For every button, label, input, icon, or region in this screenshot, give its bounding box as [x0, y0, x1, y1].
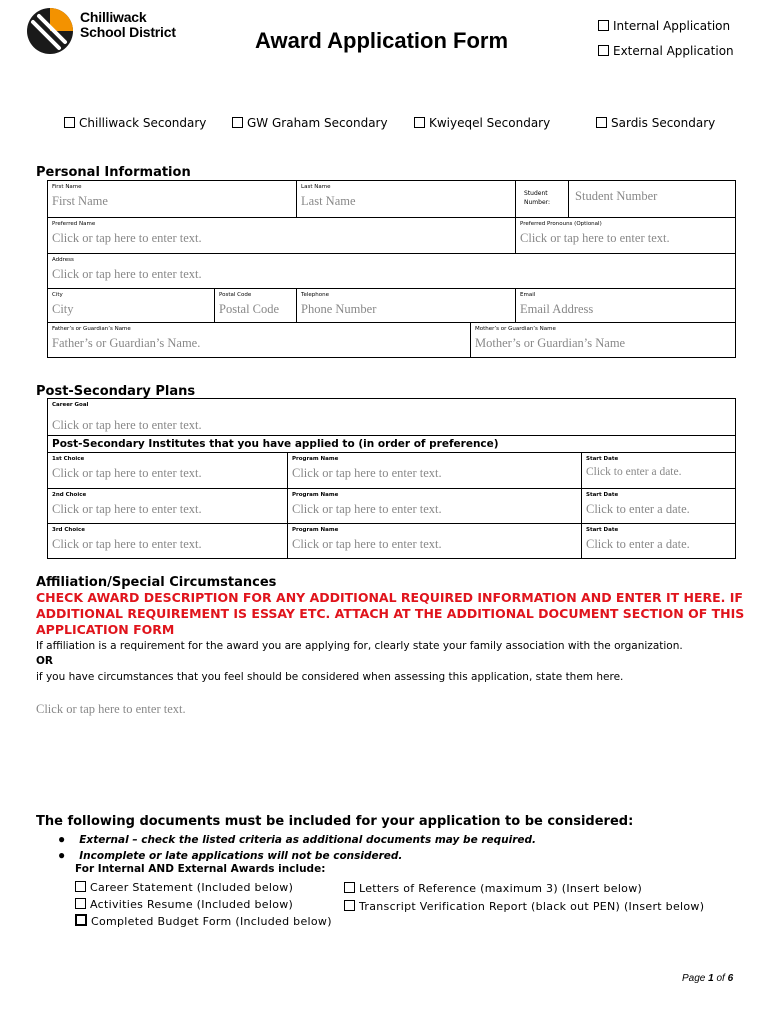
checkbox-icon [598, 45, 609, 56]
start-date-label: Start Date [586, 492, 619, 498]
school-checkbox-chilliwack[interactable] [64, 116, 206, 130]
start-date-label: Start Date [586, 527, 619, 533]
start-date-field[interactable] [582, 453, 736, 489]
affiliation-text-1: If affiliation is a requirement for the award you are applying for, clearly state your family association with the organization. [36, 640, 683, 652]
doc-checkbox-budget-form[interactable] [75, 914, 332, 928]
doc-checkbox-activities-resume[interactable] [75, 897, 293, 911]
program-input[interactable]: Click or tap here to enter text. [292, 537, 442, 551]
internal-application-checkbox[interactable] [598, 19, 730, 33]
telephone-field[interactable] [297, 289, 516, 323]
preferred-name-input[interactable]: Click or tap here to enter text. [52, 231, 202, 245]
checkbox-icon [64, 117, 75, 128]
school-checkbox-gw-graham[interactable] [232, 116, 388, 130]
mother-guardian-input[interactable]: Mother’s or Guardian’s Name [475, 336, 626, 350]
choice-label: 3rd Choice [52, 527, 85, 533]
school-label: Sardis Secondary [611, 116, 716, 130]
page-word: Page [682, 973, 706, 984]
checkbox-icon [75, 914, 87, 926]
affiliation-input[interactable]: Click or tap here to enter text. [36, 702, 186, 716]
institutes-heading: Post-Secondary Institutes that you have applied to (in order of preference) [52, 438, 499, 450]
bullet-text: External – check the listed criteria as additional documents may be required. [79, 834, 537, 846]
mother-guardian-field[interactable] [471, 323, 736, 358]
first-name-label: First Name [52, 184, 82, 190]
start-date-label: Start Date [586, 456, 619, 462]
school-label: Chilliwack Secondary [79, 116, 207, 130]
institute-field[interactable] [48, 524, 288, 559]
award-instructions-line3: APPLICATION FORM [36, 622, 175, 637]
post-secondary-table [47, 398, 736, 559]
external-application-checkbox[interactable] [598, 44, 734, 58]
checkbox-icon [75, 898, 86, 909]
last-name-input[interactable]: Last Name [301, 194, 356, 208]
school-checkbox-kwiyeqel[interactable] [414, 116, 550, 130]
city-field[interactable] [48, 289, 215, 323]
address-input[interactable]: Click or tap here to enter text. [52, 267, 202, 281]
address-label: Address [52, 257, 74, 263]
city-input[interactable]: City [52, 302, 74, 316]
of-word: of [716, 973, 725, 984]
doc-label: Activities Resume (Included below) [90, 898, 294, 911]
documents-subheading: For Internal AND External Awards include: [75, 863, 326, 875]
checkbox-icon [598, 20, 609, 31]
doc-label: Career Statement (Included below) [90, 881, 294, 894]
last-name-field[interactable] [297, 181, 516, 218]
choice-label: 2nd Choice [52, 492, 87, 498]
page-number [682, 973, 733, 984]
page-current: 1 [708, 973, 714, 984]
checkbox-icon [232, 117, 243, 128]
address-field[interactable] [48, 254, 736, 289]
student-number-input[interactable]: Student Number [575, 189, 658, 203]
doc-label: Letters of Reference (maximum 3) (Insert below) [359, 882, 643, 895]
telephone-input[interactable]: Phone Number [301, 302, 377, 316]
checkbox-icon [596, 117, 607, 128]
student-number-label: Student Number: [516, 181, 569, 217]
logo-icon [25, 6, 75, 56]
personal-info-table [47, 180, 736, 358]
mother-guardian-label: Mother’s or Guardian’s Name [475, 326, 556, 332]
affiliation-heading: Affiliation/Special Circumstances [36, 575, 277, 590]
checkbox-icon [344, 882, 355, 893]
institute-input[interactable]: Click or tap here to enter text. [52, 537, 202, 551]
bullet-item [58, 846, 402, 864]
choice-row [48, 489, 736, 524]
personal-info-heading: Personal Information [36, 165, 191, 180]
telephone-label: Telephone [301, 292, 329, 298]
checkbox-icon [414, 117, 425, 128]
father-guardian-field[interactable] [48, 323, 471, 358]
bullet-icon: ● [58, 848, 66, 862]
email-field[interactable] [516, 289, 736, 323]
program-input[interactable]: Click or tap here to enter text. [292, 466, 442, 480]
bullet-icon: ● [58, 832, 66, 846]
institute-field[interactable] [48, 489, 288, 524]
career-goal-field[interactable] [48, 399, 736, 436]
institute-input[interactable]: Click or tap here to enter text. [52, 502, 202, 516]
father-guardian-input[interactable]: Father’s or Guardian’s Name. [52, 336, 201, 350]
last-name-label: Last Name [301, 184, 331, 190]
career-goal-label: Career Goal [52, 402, 89, 408]
pronouns-input[interactable]: Click or tap here to enter text. [520, 231, 670, 245]
institutes-heading-cell [48, 436, 736, 453]
district-logo [25, 6, 75, 56]
program-field[interactable] [288, 453, 582, 489]
school-label: Kwiyeqel Secondary [429, 116, 551, 130]
school-label: GW Graham Secondary [247, 116, 388, 130]
district-name-line2: School District [80, 24, 176, 40]
postal-code-field[interactable] [215, 289, 297, 323]
preferred-name-field[interactable] [48, 218, 516, 254]
affiliation-or: OR [36, 655, 54, 667]
doc-label: Transcript Verification Report (black out PEN) (Insert below) [359, 900, 705, 913]
choice-label: 1st Choice [52, 456, 85, 462]
doc-label: Completed Budget Form (Included below) [91, 915, 332, 928]
doc-checkbox-letters-of-reference[interactable] [344, 881, 642, 895]
email-label: Email [520, 292, 536, 298]
father-guardian-label: Father’s or Guardian’s Name [52, 326, 131, 332]
pronouns-field[interactable] [516, 218, 736, 254]
start-date-input[interactable]: Click to enter a date. [586, 537, 690, 551]
award-instructions-line1: CHECK AWARD DESCRIPTION FOR ANY ADDITIONAL REQUIRED INFORMATION AND ENTER IT HERE. IF [36, 590, 743, 605]
page-title: Award Application Form [255, 28, 509, 53]
postal-code-label: Postal Code [219, 292, 252, 298]
start-date-field[interactable] [582, 524, 736, 559]
page-total: 6 [727, 973, 734, 984]
post-secondary-heading: Post-Secondary Plans [36, 384, 196, 399]
documents-heading: The following documents must be included for your application to be considered: [36, 814, 634, 829]
district-name-line1: Chilliwack [80, 9, 147, 25]
program-label: Program Name [292, 456, 339, 462]
preferred-name-label: Preferred Name [52, 221, 96, 227]
bullet-text: Incomplete or late applications will not be considered. [79, 850, 403, 862]
start-date-field[interactable] [582, 489, 736, 524]
district-name [80, 10, 176, 40]
program-input[interactable]: Click or tap here to enter text. [292, 502, 442, 516]
student-number-field[interactable] [516, 181, 736, 218]
pronouns-label: Preferred Pronouns (Optional) [520, 221, 602, 227]
first-name-field[interactable] [48, 181, 297, 218]
program-field[interactable] [288, 524, 582, 559]
award-instructions-line2: ADDITIONAL REQUIREMENT IS ESSAY ETC. ATTACH AT THE ADDITIONAL DOCUMENT SECTION OF THIS [36, 606, 745, 621]
school-checkbox-sardis[interactable] [596, 116, 715, 130]
choice-row [48, 453, 736, 489]
city-label: City [52, 292, 63, 298]
program-label: Program Name [292, 492, 339, 498]
institute-field[interactable] [48, 453, 288, 489]
award-instructions [36, 590, 744, 638]
first-name-input[interactable]: First Name [52, 194, 108, 208]
start-date-input[interactable]: Click to enter a date. [586, 502, 690, 516]
postal-code-input[interactable]: Postal Code [219, 302, 280, 316]
external-application-label: External Application [613, 44, 734, 58]
program-field[interactable] [288, 489, 582, 524]
email-input[interactable]: Email Address [520, 302, 594, 316]
career-goal-input[interactable]: Click or tap here to enter text. [52, 418, 202, 432]
program-label: Program Name [292, 527, 339, 533]
start-date-input[interactable]: Click to enter a date. [586, 466, 682, 478]
checkbox-icon [344, 900, 355, 911]
checkbox-icon [75, 881, 86, 892]
choice-row [48, 524, 736, 559]
internal-application-label: Internal Application [613, 19, 731, 33]
doc-checkbox-transcript[interactable] [344, 899, 704, 913]
institute-input[interactable]: Click or tap here to enter text. [52, 466, 202, 480]
affiliation-text-2: if you have circumstances that you feel should be considered when assessing this application, state them here. [36, 671, 624, 683]
doc-checkbox-career-statement[interactable] [75, 880, 293, 894]
